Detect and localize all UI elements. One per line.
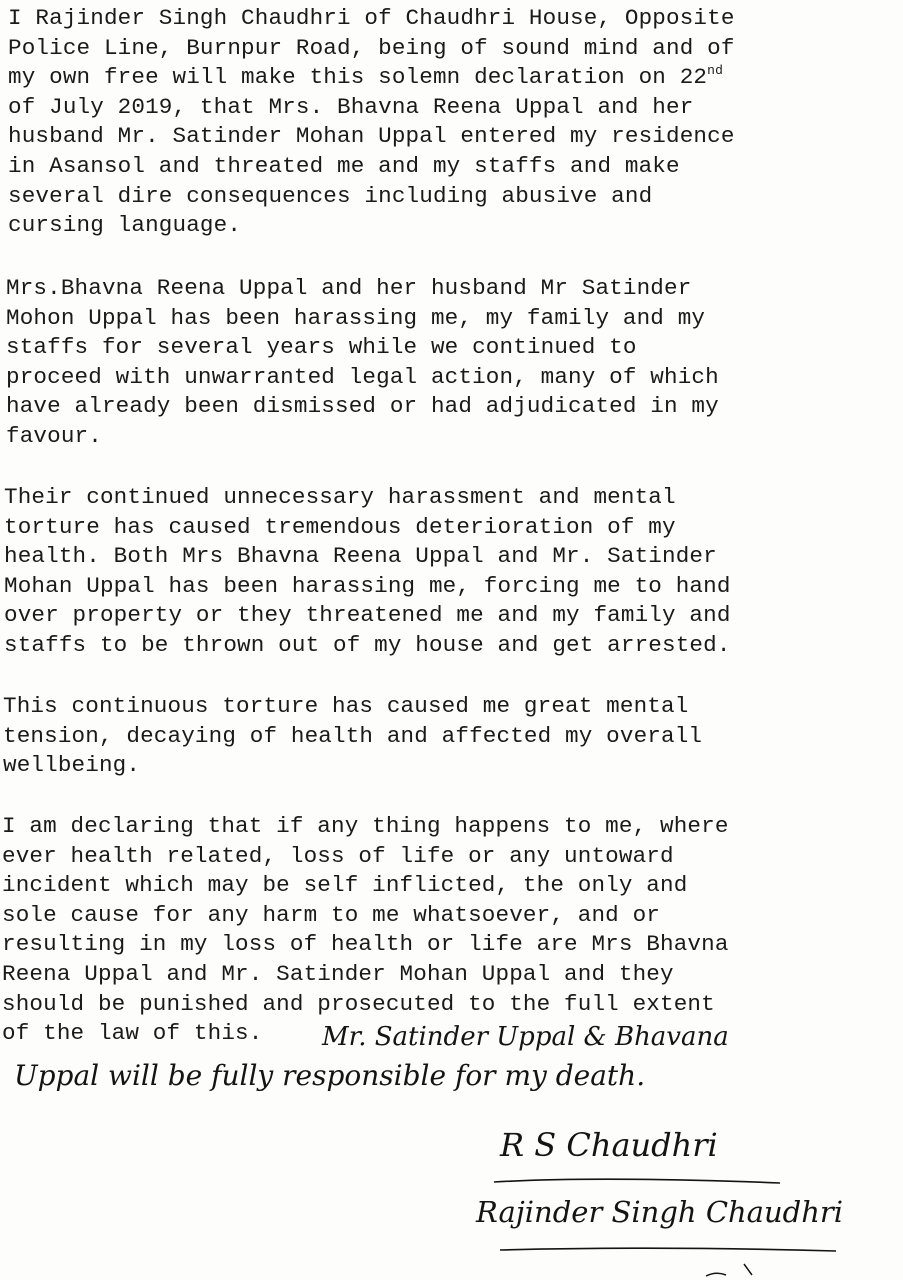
text-line: in Asansol and threated me and my staffs and make [8, 152, 680, 179]
text-line: husband Mr. Satinder Mohan Uppal entered my residence [8, 123, 735, 150]
text-line: staffs for several years while we continued to [6, 334, 637, 361]
text-line: of the law of this. [2, 1020, 263, 1047]
text-segment: my own free will make this solemn declaration on 22 [8, 64, 708, 91]
text-line: Mrs.Bhavna Reena Uppal and her husband Mr Satinder [6, 275, 692, 301]
text-line: cursing language. [8, 212, 242, 239]
date-ordinal-suffix: nd [707, 63, 724, 79]
text-line: should be punished and prosecuted to the full extent [2, 990, 715, 1017]
text-line: incident which may be self inflicted, the only and [2, 872, 688, 899]
signed-name: Rajinder Singh Chaudhri [476, 1195, 844, 1229]
text-line: have already been dismissed or had adjudicated in my [6, 393, 719, 420]
text-line: This continuous torture has caused me great mental [3, 693, 689, 719]
text-line: proceed with unwarranted legal action, many of which [6, 363, 719, 390]
text-line: Mohan Uppal has been harassing me, forcing me to hand [4, 572, 731, 599]
signature: R S Chaudhri [500, 1126, 718, 1164]
text-line: tension, decaying of health and affected my overall [3, 722, 703, 749]
text-line: sole cause for any harm to me whatsoever, and or [2, 901, 661, 928]
handwritten-note-part-2: Uppal will be fully responsible for my death. [14, 1059, 646, 1092]
text-line: ever health related, loss of life or any untoward [2, 842, 674, 869]
text-line: favour. [6, 422, 102, 449]
signed-name-underline [500, 1248, 836, 1251]
text-line: resulting in my loss of health or life are Mrs Bhavna [2, 931, 729, 958]
text-line: Mohon Uppal has been harassing me, my family and my [6, 304, 706, 331]
text-line: Reena Uppal and Mr. Satinder Mohan Uppal and they [2, 960, 674, 987]
signature-underline [494, 1179, 780, 1183]
text-line: several dire consequences including abusive and [8, 182, 653, 209]
text-line: torture has caused tremendous deterioration of my [4, 513, 676, 540]
text-line: Their continued unnecessary harassment and mental [4, 484, 676, 510]
text-line: I am declaring that if any thing happens to me, where [2, 813, 729, 839]
text-line: I Rajinder Singh Chaudhri of Chaudhri House, Opposite [8, 5, 735, 31]
text-line: of July 2019, that Mrs. Bhavna Reena Uppal and her [8, 93, 694, 120]
handwritten-note-part-1: Mr. Satinder Uppal & Bhavana [322, 1022, 729, 1052]
bottom-ink-marks [706, 1264, 752, 1276]
text-line: over property or they threatened me and my family and [4, 602, 731, 629]
text-line: health. Both Mrs Bhavna Reena Uppal and Mr. Satinder [4, 543, 717, 570]
text-line: Police Line, Burnpur Road, being of sound mind and of [8, 34, 735, 61]
text-line: staffs to be thrown out of my house and get arrested. [4, 631, 731, 658]
text-line: wellbeing. [3, 752, 141, 779]
